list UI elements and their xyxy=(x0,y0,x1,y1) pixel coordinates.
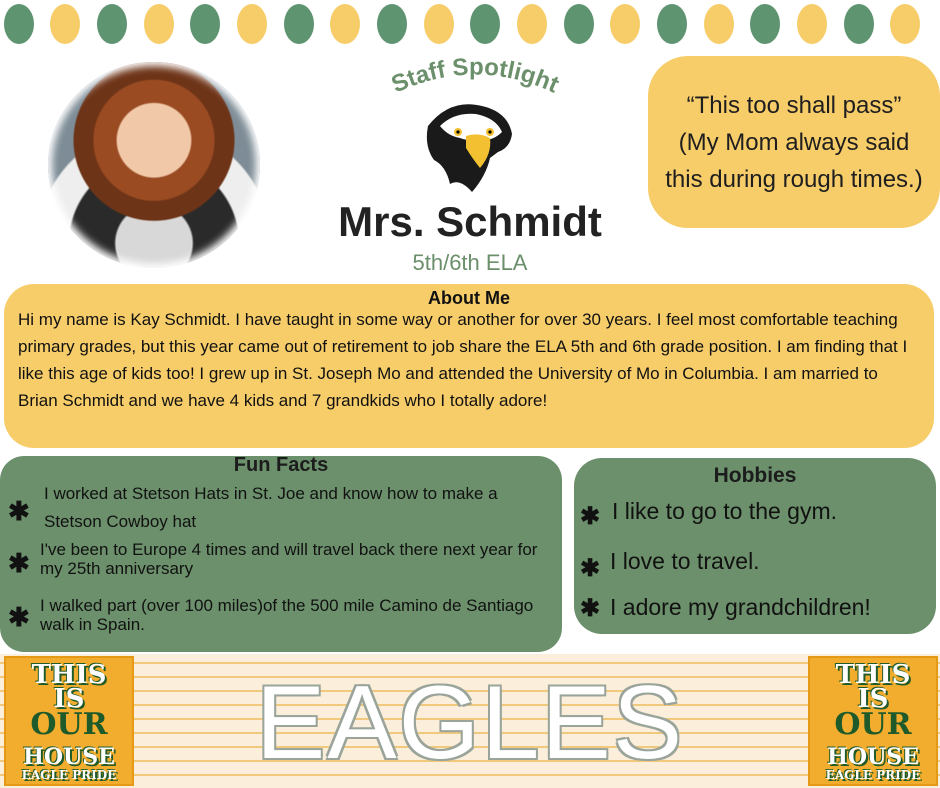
dot xyxy=(844,4,874,44)
asterisk-icon: ✱ xyxy=(580,503,601,530)
dot xyxy=(377,4,407,44)
eagle-head-icon xyxy=(420,96,520,196)
dot xyxy=(704,4,734,44)
dot xyxy=(750,4,780,44)
dot xyxy=(97,4,127,44)
quote-text: “This too shall pass” (My Mom always said this during rough times.) xyxy=(665,91,923,193)
fun-facts-title: Fun Facts xyxy=(233,454,329,476)
fun-facts-panel xyxy=(0,456,562,652)
dot xyxy=(610,4,640,44)
dot xyxy=(890,4,920,44)
about-me-panel xyxy=(4,284,934,448)
hobbies-title: Hobbies xyxy=(713,464,797,487)
asterisk-icon: ✱ xyxy=(8,496,30,526)
fun-fact-item: I worked at Stetson Hats in St. Joe and know how to make a Stetson Cowboy hat xyxy=(44,484,498,531)
dot xyxy=(284,4,314,44)
hobby-item: I like to go to the gym. xyxy=(612,498,838,524)
dot xyxy=(424,4,454,44)
quote-bubble xyxy=(648,56,940,228)
this-is-our-house-badge xyxy=(4,656,134,786)
badge-line: OUR xyxy=(834,707,912,742)
badge-line: EAGLE PRIDE xyxy=(825,768,921,782)
badge-line: THIS xyxy=(835,660,911,690)
about-me-text: Hi my name is Kay Schmidt. I have taught in some way or another for over 30 years. I feel most comfortable teaching primary grades, but this year came out of retirement to job share the ELA 5th and 6th grade position. I am finding that I like this age of kids too! I grew up in St. Joseph Mo and attended the University of Mo in Columbia. I am married to Brian Schmidt and we have 4 kids and 7 grandkids who I totally adore! xyxy=(18,310,908,410)
badge-line: HOUSE xyxy=(827,744,919,770)
badge-line: IS xyxy=(53,684,85,714)
dot xyxy=(797,4,827,44)
dot xyxy=(330,4,360,44)
eagles-word: EAGLES xyxy=(255,665,685,781)
staff-role: 5th/6th ELA xyxy=(412,250,528,275)
spotlight-text: Staff Spotlight xyxy=(387,53,563,99)
staff-name: Mrs. Schmidt xyxy=(338,198,602,245)
fun-fact-item: I walked part (over 100 miles)of the 500 mile Camino de Santiago walk in Spain. xyxy=(40,596,534,634)
dot xyxy=(470,4,500,44)
asterisk-icon: ✱ xyxy=(8,548,30,578)
dot xyxy=(657,4,687,44)
dot xyxy=(190,4,220,44)
dot xyxy=(564,4,594,44)
hobby-item: I love to travel. xyxy=(610,548,760,574)
badge-line: HOUSE xyxy=(23,744,115,770)
asterisk-icon: ✱ xyxy=(580,595,601,622)
dot xyxy=(517,4,547,44)
dot xyxy=(144,4,174,44)
hobby-item: I adore my grandchildren! xyxy=(610,594,871,620)
dot xyxy=(237,4,267,44)
dot xyxy=(50,4,80,44)
badge-line: IS xyxy=(857,684,889,714)
asterisk-icon: ✱ xyxy=(580,555,601,582)
badge-line: EAGLE PRIDE xyxy=(21,768,117,782)
badge-line: THIS xyxy=(31,660,107,690)
dot xyxy=(4,4,34,44)
hobbies-panel xyxy=(574,458,936,634)
badge-line: OUR xyxy=(30,707,108,742)
svg-text:Staff Spotlight xyxy=(388,53,563,98)
dot-border xyxy=(0,4,940,48)
asterisk-icon: ✱ xyxy=(8,602,30,632)
this-is-our-house-badge xyxy=(808,656,938,786)
about-me-title: About Me xyxy=(428,288,510,308)
staff-photo xyxy=(48,62,260,268)
fun-fact-item: I've been to Europe 4 times and will travel back there next year for my 25th anniversary xyxy=(40,540,538,578)
